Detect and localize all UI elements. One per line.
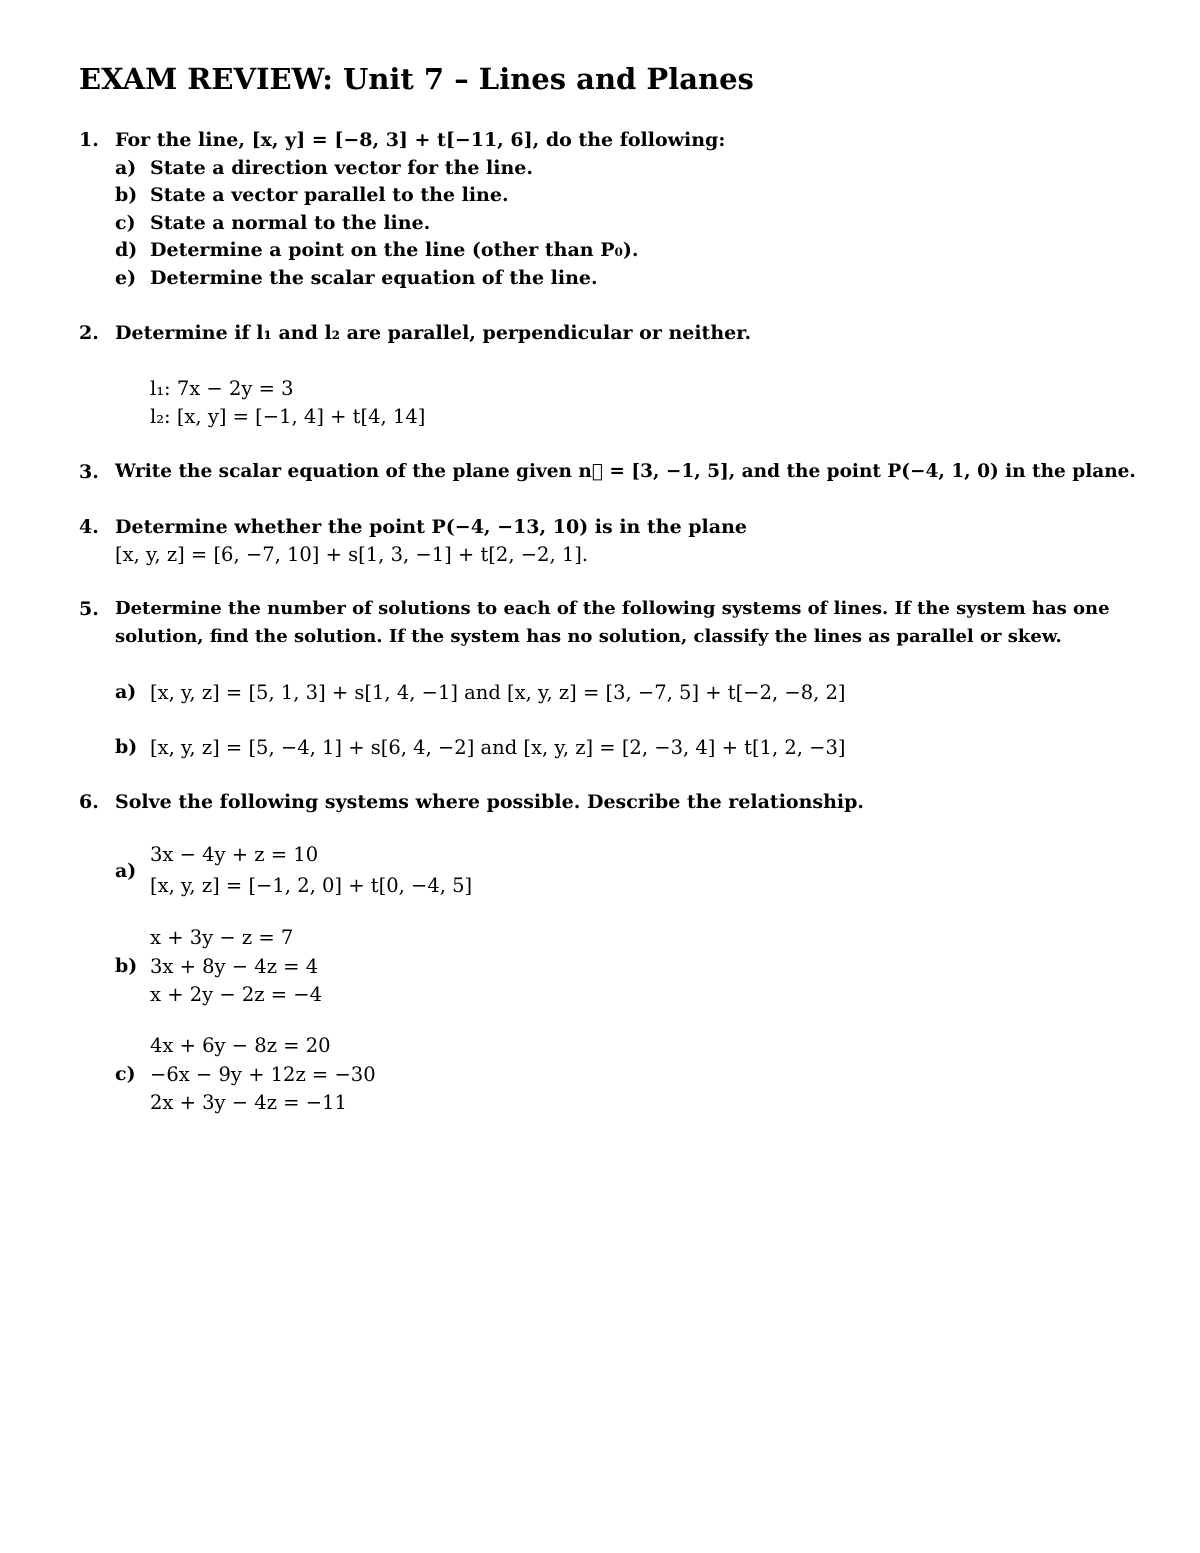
page-title: EXAM REVIEW: Unit 7 – Lines and Planes (79, 62, 754, 96)
q6-b-eq-2: 3x + 8y − 4z = 4 (150, 955, 319, 978)
q5-a-text: [x, y, z] = [5, 1, 3] + s[1, 4, −1] and [x, y, z] = [3, −7, 5] + t[−2, −8, 2] (150, 681, 846, 704)
q2-line-1: l₁: 7x − 2y = 3 (150, 377, 294, 400)
q6-text: Solve the following systems where possible. Describe the relationship. (115, 791, 865, 813)
q6-b-letter: b) (115, 955, 138, 977)
q4-text-line1: Determine whether the point P(−4, −13, 10) is in the plane (115, 516, 747, 538)
q1-e-text: Determine the scalar equation of the line. (150, 267, 598, 289)
q6-c-letter: c) (115, 1063, 136, 1085)
q6-c-eq-3: 2x + 3y − 4z = −11 (150, 1091, 347, 1114)
q4-number: 4. (79, 516, 99, 538)
q4-text-line2: [x, y, z] = [6, −7, 10] + s[1, 3, −1] + t[2, −2, 1]. (115, 543, 589, 566)
q5-a-letter: a) (115, 681, 137, 703)
q5-text-line1: Determine the number of solutions to each of the following systems of lines. If the system has one (115, 598, 1110, 619)
q6-b-eq-3: x + 2y − 2z = −4 (150, 983, 323, 1006)
q1-a-text: State a direction vector for the line. (150, 157, 533, 179)
q1-text: For the line, [x, y] = [−8, 3] + t[−11, 6], do the following: (115, 129, 726, 151)
q1-b-letter: b) (115, 184, 138, 206)
q1-c-text: State a normal to the line. (150, 212, 431, 234)
q1-d-text: Determine a point on the line (other than P₀). (150, 239, 639, 261)
q6-number: 6. (79, 791, 99, 813)
q6-a-letter: a) (115, 860, 137, 882)
q6-a-eq-1: 3x − 4y + z = 10 (150, 843, 319, 866)
q1-number: 1. (79, 129, 99, 151)
q5-b-letter: b) (115, 736, 138, 758)
q1-e-letter: e) (115, 267, 137, 289)
q2-text: Determine if l₁ and l₂ are parallel, perpendicular or neither. (115, 322, 752, 344)
q3-text: Write the scalar equation of the plane given n⃗ = [3, −1, 5], and the point P(−4, 1, 0) in the plane. (115, 461, 1136, 482)
q6-c-eq-2: −6x − 9y + 12z = −30 (150, 1063, 376, 1086)
q2-number: 2. (79, 322, 99, 344)
q5-number: 5. (79, 598, 99, 620)
q1-d-letter: d) (115, 239, 138, 261)
q2-line-2: l₂: [x, y] = [−1, 4] + t[4, 14] (150, 405, 426, 428)
q6-b-eq-1: x + 3y − z = 7 (150, 926, 294, 949)
q1-c-letter: c) (115, 212, 136, 234)
q5-text-line2: solution, find the solution. If the system has no solution, classify the lines as parallel or skew. (115, 626, 1062, 647)
q1-a-letter: a) (115, 157, 137, 179)
q6-a-eq-2: [x, y, z] = [−1, 2, 0] + t[0, −4, 5] (150, 874, 473, 897)
q1-b-text: State a vector parallel to the line. (150, 184, 509, 206)
q5-b-text: [x, y, z] = [5, −4, 1] + s[6, 4, −2] and [x, y, z] = [2, −3, 4] + t[1, 2, −3] (150, 736, 846, 759)
q3-number: 3. (79, 461, 99, 483)
q6-c-eq-1: 4x + 6y − 8z = 20 (150, 1034, 331, 1057)
